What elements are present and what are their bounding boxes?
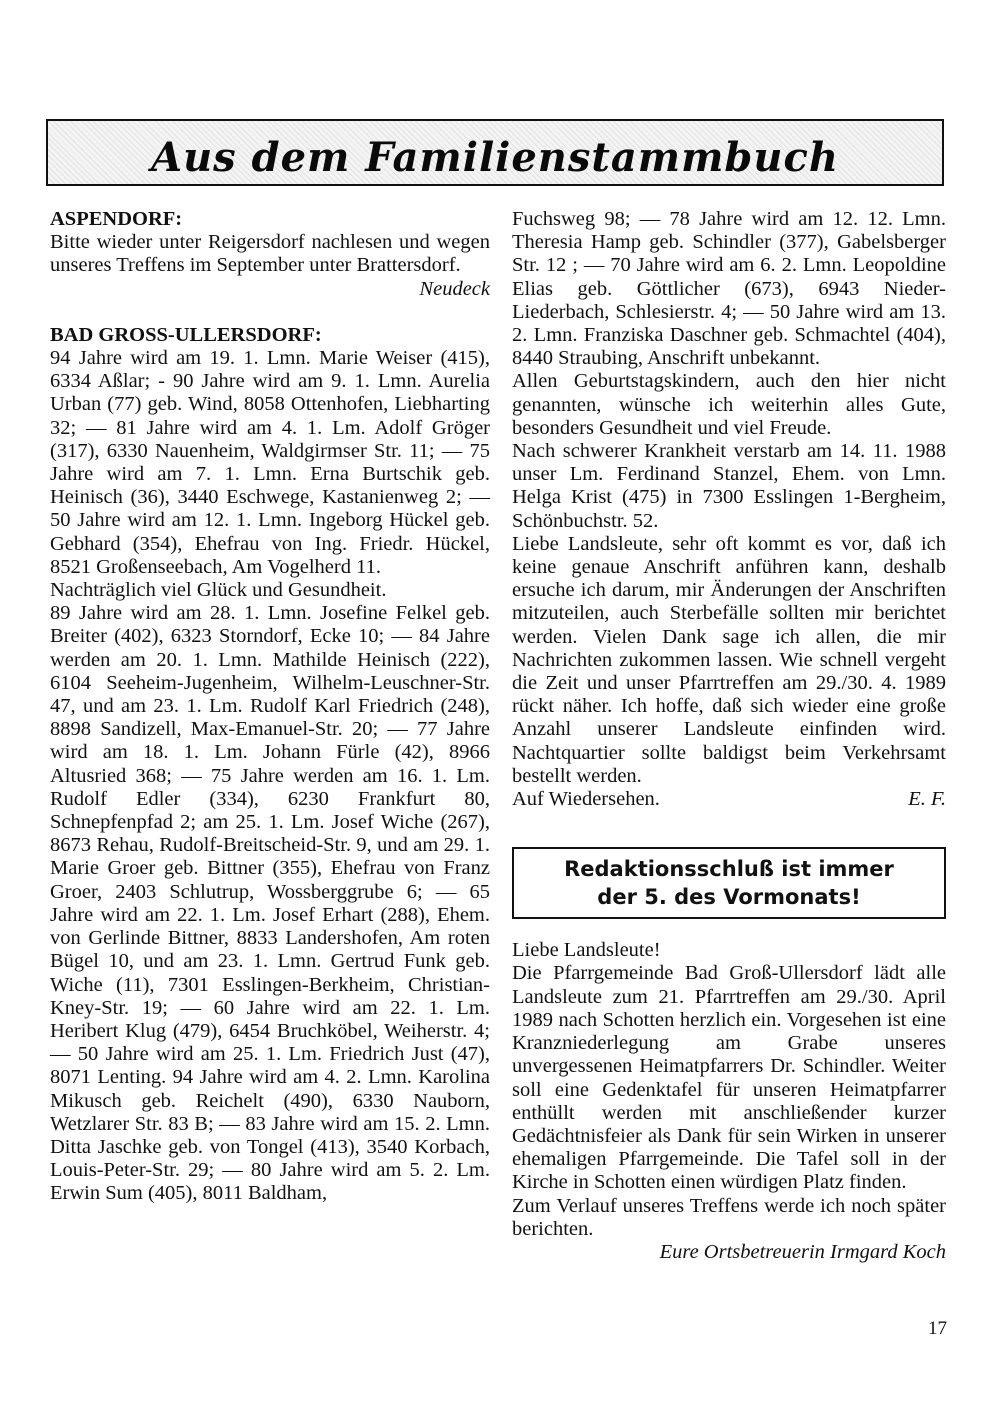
aspendorf-author: Neudeck xyxy=(419,277,490,300)
birthday-wishes: Allen Geburtstagskindern, auch den hier nicht genannten, wünsche ich weiterhin alles Gute, besonders Gesundheit und viel Freude. xyxy=(512,370,946,439)
deadline-notice-box xyxy=(512,847,946,919)
aspendorf-text: Bitte wieder unter Reigersdorf nachlesen und wegen unseres Treffens im September unter Brattersdorf. xyxy=(50,231,490,277)
signature: Eure Ortsbetreuerin Irmgard Koch xyxy=(659,1240,946,1263)
spacer xyxy=(50,301,490,324)
section-heading-aspendorf: ASPENDORF: xyxy=(50,208,183,230)
left-column xyxy=(50,208,490,1206)
meeting-invitation: Die Pfarrgemeinde Bad Groß-Ullersdorf lädt alle Landsleute zum 21. Pfarrtreffen am 29./30. April 1989 nach Schotten herzlich ein. Vorgesehen ist eine Kranzniederlegung am Grabe unseres unvergessenen Heimatpfarrers Dr. Schindler. Weiter soll eine Gedenktafel für unseren Heimatpfarrer enthüllt werden mit anschließender kurzer Gedächtnisfeier als Dank für sein Wirken in unserer ehemaligen Pfarrgemeinde. Die Tafel soll in der Kirche in Schotten einen würdigen Platz finden. xyxy=(512,962,946,1194)
section-heading-bad-gross-ullersdorf: BAD GROSS-ULLERSDORF: xyxy=(50,323,322,346)
deadline-notice-line-1: Redaktionsschluß ist immer xyxy=(564,857,894,882)
farewell: Auf Wiedersehen. xyxy=(512,788,660,811)
page-number: 17 xyxy=(928,1318,947,1339)
birthday-list-2: 89 Jahre wird am 28. 1. Lmn. Josefine Felkel geb. Breiter (402), 6323 Storndorf, Ecke 10; — 84 Jahre werden am 20. 1. Lmn. Mathilde Heinisch (222), 6104 Seeheim-Jugenheim, Wilhelm-Leuschner-Str. 47, und am 23. 1. Lm. Rudolf Karl Friedrich (248), 8898 Sandizell, Max-Emanuel-Str. 20; — 77 Jahre wird am 18. 1. Lm. Johann Fürle (42), 8966 Altusried 368; — 75 Jahre werden am 16. 1. Lm. Rudolf Edler (334), 6230 Frankfurt 80, Schnepfenpfad 2; am 25. 1. Lm. Josef Wiche (267), 8673 Rehau, Rudolf-Breitscheid-Str. 9, und am 29. 1. Marie Groer geb. Bittner (355), Ehefrau von Franz Groer, 2403 Schlutrup, Wossberggrube 6; — 65 Jahre wird am 22. 1. Lm. Josef Erhart (288), Ehem. von Gerlinde Bittner, 8833 Landershofen, Am roten Bügel 10, und am 23. 1. Lmn. Gertrud Funk geb. Wiche (11), 7301 Esslingen-Berkheim, Christian-Kney-Str. 19; — 60 Jahre wird am 22. 1. Lm. Heribert Klug (479), 6454 Bruchköbel, Weiherstr. 4; — 50 Jahre wird am 25. 1. Lm. Friedrich Just (47), 8071 Lenting. 94 Jahre wird am 4. 2. Lmn. Karolina Mikusch geb. Reichelt (490), 6330 Nauborn, Wetzlarer Str. 83 B; — 83 Jahre wird am 15. 2. Lmn. Ditta Jaschke geb. von Tongel (413), 3540 Korbach, Louis-Peter-Str. 29; — 80 Jahre wird am 5. 2. Lm. Erwin Sum (405), 8011 Baldham, xyxy=(50,602,490,1205)
banner xyxy=(46,119,944,186)
deadline-notice-line-2: der 5. des Vormonats! xyxy=(597,885,861,910)
author-initials: E. F. xyxy=(908,788,946,811)
banner-title: Aus dem Familienstammbuch xyxy=(151,134,839,181)
belated-wishes: Nachträglich viel Glück und Gesundheit. xyxy=(50,579,387,602)
farewell-row xyxy=(512,788,946,811)
birthday-list-1: 94 Jahre wird am 19. 1. Lmn. Marie Weiser (415), 6334 Aßlar; - 90 Jahre wird am 9. 1. Lmn. Aurelia Urban (77) geb. Wind, 8058 Ottenhofen, Liebharting 32; — 81 Jahre wird am 4. 1. Lm. Adolf Gröger (317), 6330 Nauenheim, Waldgirmser Str. 11; — 75 Jahre wird am 7. 1. Lmn. Erna Burtschik geb. Heinisch (36), 3440 Eschwege, Kastanienweg 2; — 50 Jahre wird am 12. 1. Lmn. Ingeborg Hückel geb. Gebhard (354), Ehefrau von Ing. Friedr. Hückel, 8521 Großenseebach, Am Vogelherd 11. xyxy=(50,347,490,578)
deadline-notice xyxy=(564,855,894,911)
address-request: Liebe Landsleute, sehr oft kommt es vor, daß ich keine genaue Anschrift anführen kann, deshalb ersuche ich darum, mir Änderungen der Anschriften mitzuteilen, auch Sterbefälle sollten mir berichtet werden. Vielen Dank sage ich allen, die mir Nachrichten zukommen lassen. Wie schnell vergeht die Zeit und unser Pfarrtreffen am 29./30. 4. 1989 rückt näher. Ich hoffe, daß sich wieder eine große Anzahl unserer Landsleute einfinden wird. Nachtquartier sollte baldigst beim Verkehrsamt bestellt werden. xyxy=(512,532,946,787)
birthday-list-continued: Fuchsweg 98; — 78 Jahre wird am 12. 12. Lmn. Theresia Hamp geb. Schindler (377), Gabelsberger Str. 12 ; — 70 Jahre wird am 6. 2. Lmn. Leopoldine Elias geb. Göttlicher (673), 6943 Nieder-Liederbach, Schlesierstr. 4; — 50 Jahre wird am 13. 2. Lmn. Franziska Daschner geb. Schmachtel (404), 8440 Straubing, Anschrift unbekannt. xyxy=(512,208,946,370)
meeting-report-note: Zum Verlauf unseres Treffens werde ich noch später berichten. xyxy=(512,1194,946,1240)
obituary: Nach schwerer Krankheit verstarb am 14. 11. 1988 unser Lm. Ferdinand Stanzel, Ehem. von Lmn. Helga Krist (475) in 7300 Esslingen 1-Bergheim, Schönbuchstr. 52. xyxy=(512,440,946,532)
greeting: Liebe Landsleute! xyxy=(512,939,661,962)
right-column xyxy=(512,208,946,1264)
